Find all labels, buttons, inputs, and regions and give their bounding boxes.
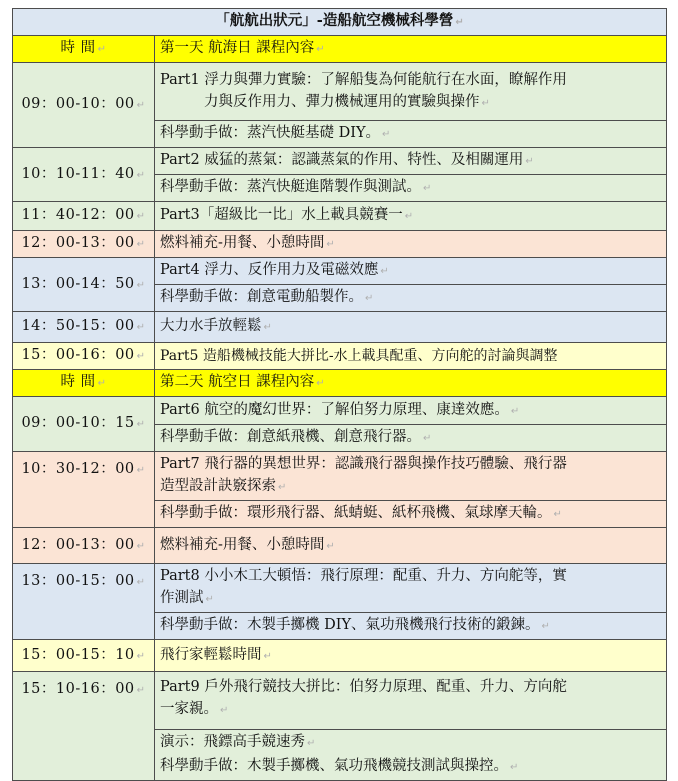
day1-header-row (13, 36, 667, 63)
slot-time: 15：10-16：00 ↵ (13, 672, 155, 781)
table-row (13, 231, 667, 258)
slot-content: 大力水手放輕鬆 ↵ (155, 312, 667, 343)
slot-content: Part1 浮力與彈力實驗：了解船隻為何能航行在水面，瞭解作用 力與反作用力、彈力機械運用的實驗與操作 ↵ (155, 63, 667, 121)
slot-content: Part2 威猛的蒸氣：認識蒸氣的作用、特性、及相關運用 ↵ (155, 148, 667, 175)
slot-content: 科學動手做：蒸汽快艇進階製作與測試。 ↵ (155, 175, 667, 202)
slot-content: Part5 造船機械技能大拼比-水上載具配重、方向舵的討論與調整 (155, 343, 667, 370)
slot-time: 12：00-13：00 ↵ (13, 528, 155, 564)
slot-content: 科學動手做：蒸汽快艇基礎 DIY。 ↵ (155, 121, 667, 148)
table-row (13, 528, 667, 564)
day2-header-row (13, 370, 667, 397)
slot-content: Part6 航空的魔幻世界：了解伯努力原理、康達效應。 ↵ (155, 397, 667, 425)
slot-time: 15：00-15：10 ↵ (13, 640, 155, 672)
table-row (13, 452, 667, 501)
table-row (13, 202, 667, 231)
slot-time: 15：00-16：00 ↵ (13, 343, 155, 370)
slot-content: 燃料補充-用餐、小憩時間 ↵ (155, 528, 667, 564)
day2-header-content: 第二天 航空日 課程內容 ↵ (155, 370, 667, 397)
slot-time: 13：00-15：00 ↵ (13, 564, 155, 640)
schedule-table-wrapper (12, 8, 666, 781)
slot-content: 科學動手做：創意電動船製作。 ↵ (155, 285, 667, 312)
slot-content: Part9 戶外飛行競技大拼比：伯努力原理、配重、升力、方向舵 一家親。 ↵ (155, 672, 667, 730)
day1-header-content: 第一天 航海日 課程內容 ↵ (155, 36, 667, 63)
slot-content: 科學動手做：創意紙飛機、創意飛行器。 ↵ (155, 425, 667, 452)
slot-content: 科學動手做：木製手擲機 DIY、氣功飛機飛行技術的鍛鍊。 ↵ (155, 613, 667, 640)
table-row (13, 397, 667, 425)
title-row (13, 9, 667, 36)
table-row (13, 312, 667, 343)
table-title: 「航航出狀元」-造船航空機械科學營 ↵ (13, 9, 667, 36)
slot-time: 14：50-15：00 ↵ (13, 312, 155, 343)
slot-time: 11：40-12：00 ↵ (13, 202, 155, 231)
table-row (13, 640, 667, 672)
slot-content: 燃料補充-用餐、小憩時間 ↵ (155, 231, 667, 258)
slot-time: 09：00-10：15 ↵ (13, 397, 155, 452)
slot-time: 09：00-10：00 ↵ (13, 63, 155, 148)
slot-content: 科學動手做：環形飛行器、紙蜻蜓、紙杯飛機、氣球摩天輪。 ↵ (155, 501, 667, 528)
table-row (13, 564, 667, 613)
table-row (13, 63, 667, 121)
slot-time: 13：00-14：50 ↵ (13, 258, 155, 312)
slot-content: 演示：飛鏢高手競速秀 ↵ 科學動手做：木製手擲機、氣功飛機競技測試與操控。 ↵ (155, 730, 667, 781)
slot-content: 飛行家輕鬆時間 ↵ (155, 640, 667, 672)
table-row (13, 672, 667, 730)
table-row (13, 258, 667, 285)
schedule-table (12, 8, 667, 781)
slot-content: Part3「超級比一比」水上載具競賽一 ↵ (155, 202, 667, 231)
slot-content: Part8 小小木工大頓悟：飛行原理：配重、升力、方向舵等，實 作測試 ↵ (155, 564, 667, 613)
slot-content: Part7 飛行器的異想世界：認識飛行器與操作技巧體驗、飛行器 造型設計訣竅探索 ↵ (155, 452, 667, 501)
table-row (13, 343, 667, 370)
slot-time: 10：30-12：00 ↵ (13, 452, 155, 528)
day2-header-time: 時 間 ↵ (13, 370, 155, 397)
slot-time: 10：10-11：40 ↵ (13, 148, 155, 202)
slot-time: 12：00-13：00 ↵ (13, 231, 155, 258)
slot-content: Part4 浮力、反作用力及電磁效應 ↵ (155, 258, 667, 285)
day1-header-time: 時 間 ↵ (13, 36, 155, 63)
table-row (13, 148, 667, 175)
